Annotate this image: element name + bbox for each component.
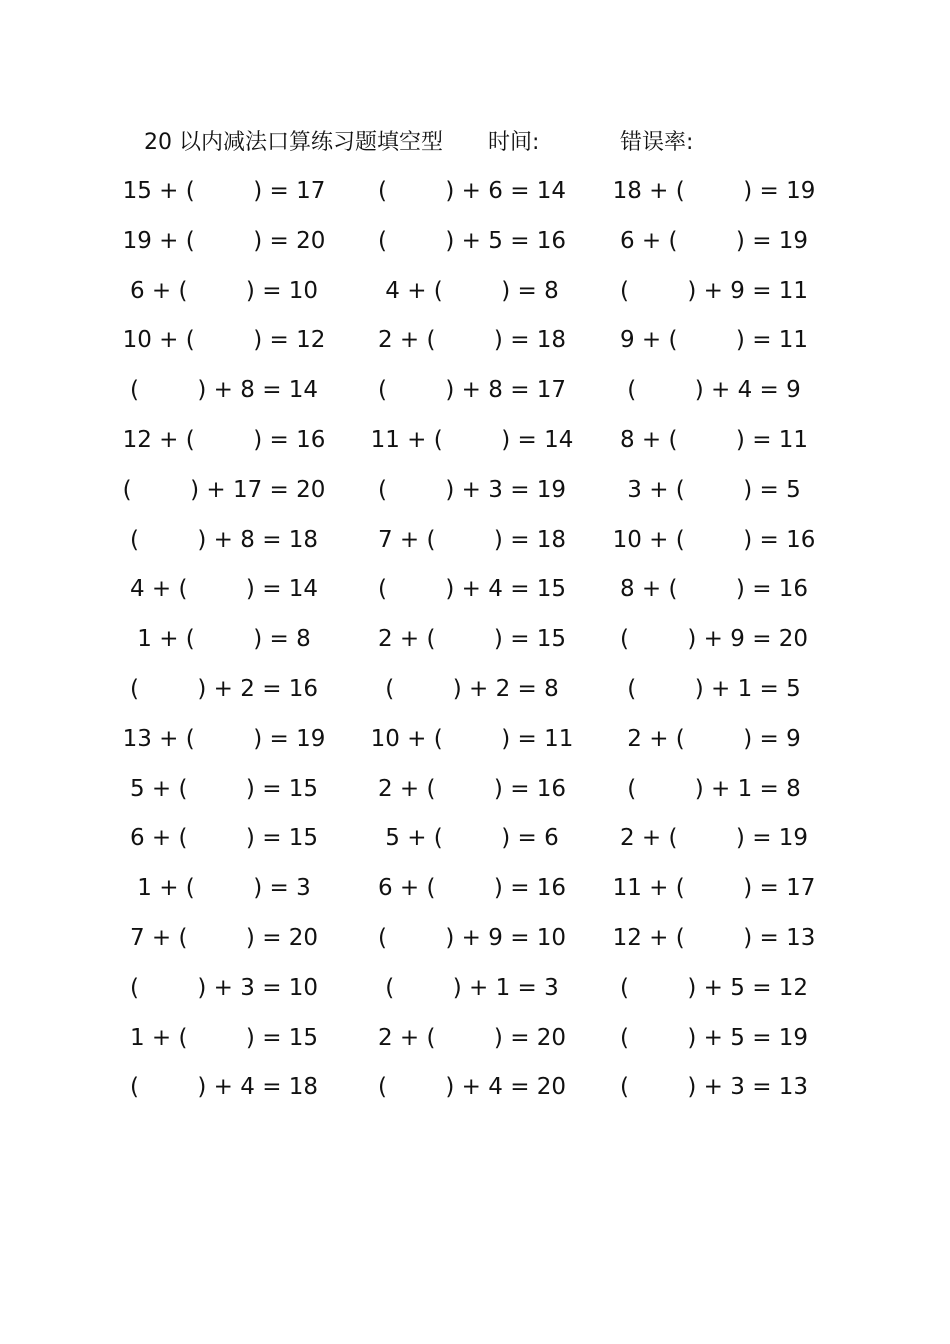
equation-problem: ( ) + 2 = 8 (385, 676, 559, 702)
equation-problem: 18 + ( ) = 19 (612, 178, 816, 204)
equation-problem: 19 + ( ) = 20 (122, 227, 326, 254)
equation-problem: 1 + ( ) = 3 (137, 875, 311, 902)
equation-problem: 6 + ( ) = 10 (129, 277, 319, 304)
equation-problem: 2 + ( ) = 15 (377, 626, 567, 653)
worksheet-header (144, 126, 784, 160)
equation-problem: 11 + ( ) = 14 (370, 427, 574, 453)
equation-problem: ( ) + 5 = 19 (619, 1024, 809, 1051)
equation-problem: ( ) + 1 = 8 (627, 775, 801, 802)
equation-problem: ( ) + 17 = 20 (122, 476, 326, 503)
equation-problem: ( ) + 1 = 3 (385, 974, 559, 1001)
equation-problem: 2 + ( ) = 19 (619, 825, 809, 852)
equation-problem: 1 + ( ) = 15 (129, 1024, 319, 1051)
equation-problem: ( ) + 2 = 16 (129, 676, 319, 702)
equation-problem: 6 + ( ) = 16 (377, 875, 567, 902)
equation-problem: 2 + ( ) = 9 (627, 725, 801, 752)
equation-problem: 2 + ( ) = 20 (377, 1024, 567, 1051)
equation-problem: 9 + ( ) = 11 (619, 327, 809, 354)
equation-problem: 2 + ( ) = 16 (377, 775, 567, 802)
equation-problem: ( ) + 8 = 17 (377, 377, 567, 404)
equation-problem: 1 + ( ) = 8 (137, 626, 311, 653)
equation-problem: 15 + ( ) = 17 (122, 178, 326, 204)
equation-problem: ( ) + 4 = 15 (377, 576, 567, 603)
error-rate-label: 错误率: (620, 130, 694, 155)
equation-problem: ( ) + 9 = 11 (619, 277, 809, 304)
equation-problem: 8 + ( ) = 16 (619, 576, 809, 603)
time-label: 时间: (488, 130, 540, 155)
equation-problem: 5 + ( ) = 15 (129, 775, 319, 802)
equation-problem: 10 + ( ) = 12 (122, 327, 326, 354)
equation-problem: ( ) + 4 = 18 (129, 1074, 319, 1101)
equation-problem: ( ) + 3 = 10 (129, 974, 319, 1001)
equation-problem: ( ) + 4 = 9 (627, 377, 801, 404)
equation-problem: 10 + ( ) = 11 (370, 725, 574, 752)
equation-problem: 8 + ( ) = 11 (619, 427, 809, 453)
equation-problem: 10 + ( ) = 16 (612, 526, 816, 553)
equation-problem: ( ) + 4 = 20 (377, 1074, 567, 1101)
equation-problem: ( ) + 8 = 14 (129, 377, 319, 404)
equation-problem: ( ) + 1 = 5 (627, 676, 801, 702)
equation-problem: ( ) + 5 = 12 (619, 974, 809, 1001)
equation-problem: 2 + ( ) = 18 (377, 327, 567, 354)
equation-problem: 6 + ( ) = 19 (619, 227, 809, 254)
equation-problem: 4 + ( ) = 14 (129, 576, 319, 603)
equation-problem: ( ) + 9 = 20 (619, 626, 809, 653)
equation-problem: 5 + ( ) = 6 (385, 825, 559, 852)
equation-problem: 6 + ( ) = 15 (129, 825, 319, 852)
equation-problem: ( ) + 3 = 19 (377, 476, 567, 503)
equation-problem: ( ) + 5 = 16 (377, 227, 567, 254)
equation-problem: ( ) + 9 = 10 (377, 925, 567, 951)
equation-problem: 11 + ( ) = 17 (612, 875, 816, 902)
equation-problem: ( ) + 8 = 18 (129, 526, 319, 553)
equation-problem: 7 + ( ) = 18 (377, 526, 567, 553)
equation-problem: 13 + ( ) = 19 (122, 725, 326, 752)
equation-problem: ( ) + 6 = 14 (377, 178, 567, 204)
equation-problem: 7 + ( ) = 20 (129, 925, 319, 951)
equation-problem: 3 + ( ) = 5 (627, 476, 801, 503)
equation-problem: 4 + ( ) = 8 (385, 277, 559, 304)
equation-problem: 12 + ( ) = 16 (122, 427, 326, 453)
worksheet-title: 20 以内减法口算练习题填空型 (144, 130, 443, 155)
equation-problem: 12 + ( ) = 13 (612, 925, 816, 951)
equation-problem: ( ) + 3 = 13 (619, 1074, 809, 1101)
